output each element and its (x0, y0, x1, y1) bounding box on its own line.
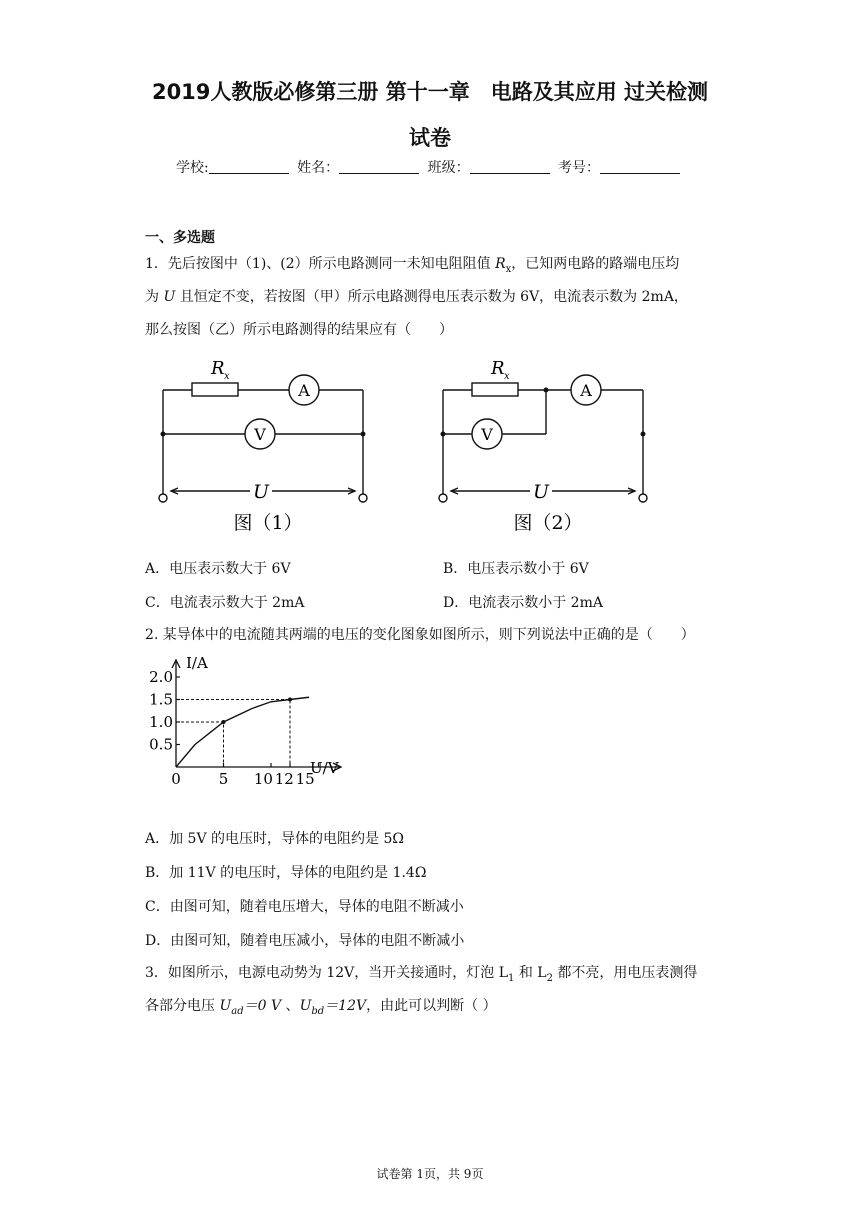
ubd-symbol: U (299, 998, 312, 1014)
rx-label-sub: x (504, 371, 510, 382)
resistor-rx (192, 383, 238, 396)
u-label: U (252, 481, 270, 503)
q1-line2 (145, 287, 720, 307)
q3-text-a: 3．如图所示，电源电动势为 12V，当开关接通时，灯泡 L (145, 965, 509, 981)
voltmeter-label: V (481, 425, 493, 444)
school-blank (209, 159, 289, 174)
q3-text-d: 各部分电压 (145, 998, 220, 1014)
u-label: U (532, 481, 550, 503)
q3-line1 (145, 963, 720, 989)
y-tick-label: 1.5 (149, 690, 173, 709)
terminal-right (639, 494, 647, 502)
exam-no-label: 考号： (558, 160, 601, 176)
y-tick-label: 1.0 (149, 713, 173, 731)
rx-symbol: R (495, 256, 506, 272)
l1-subscript: 1 (508, 972, 515, 984)
q1-text-c: 为 (145, 289, 164, 305)
y-tick-label: 0.5 (149, 735, 173, 754)
u-symbol: U (163, 289, 176, 305)
q3-text-e: ，由此可以判断（ ） (366, 998, 497, 1014)
guide-line (176, 700, 290, 768)
figure-caption: 图（1） (233, 512, 303, 534)
ubd-subscript: bd (311, 1005, 325, 1017)
q1-option-b: B．电压表示数小于 6V (443, 561, 589, 577)
ubd-value: ＝12V (324, 998, 367, 1014)
rx-label-sub: x (224, 371, 230, 382)
q3-text-b: 和 L (514, 965, 547, 981)
circuit-figure-2 (430, 352, 660, 537)
uad-symbol: U (219, 998, 232, 1014)
q2-option-d: D．由图可知，随着电压减小，导体的电阻不断减小 (145, 933, 465, 949)
ammeter-label: A (298, 381, 310, 400)
exam-no-blank (600, 159, 680, 174)
class-label: 班级： (427, 160, 470, 176)
x-tick-label: 10 (253, 770, 273, 785)
school-label: 学校: (175, 160, 209, 176)
y-axis-label: I/A (186, 654, 208, 672)
q3-separator: 、 (281, 998, 300, 1014)
q1-line3: 那么按图（乙）所示电路测得的结果应有（ ） (145, 322, 453, 338)
x-tick-label: 12 (274, 770, 294, 785)
name-label: 姓名： (297, 160, 340, 176)
uad-subscript: ad (231, 1005, 244, 1017)
figure-caption: 图（2） (513, 512, 583, 534)
l2-subscript: 2 (546, 972, 553, 984)
x-tick-label: 15 (295, 770, 315, 785)
rx-label: R (491, 358, 505, 379)
y-tick-label: 2.0 (149, 668, 173, 686)
terminal-left (439, 494, 447, 502)
q2-option-a: A．加 5V 的电压时，导体的电阻约是 5Ω (145, 831, 404, 847)
q2-option-b: B．加 11V 的电压时，导体的电阻约是 1.4Ω (145, 865, 427, 881)
student-info-line (0, 157, 860, 177)
terminal-left (159, 494, 167, 502)
ammeter-label: A (580, 381, 592, 400)
q1-text-d: 且恒定不变，若按图（甲）所示电路测得电压表示数为 6V，电流表示数为 2mA， (175, 289, 688, 305)
uad-value: ＝0 V (243, 998, 282, 1014)
q2-stem: 2. 某导体中的电流随其两端的电压的变化图象如图所示，则下列说法中正确的是（ ） (145, 627, 695, 643)
guide-line (176, 722, 224, 767)
rx-label: R (211, 358, 225, 379)
q2-option-c: C．由图可知，随着电压增大，导体的电阻不断减小 (145, 899, 464, 915)
rx-subscript: x (505, 263, 512, 275)
q1-line1 (145, 254, 720, 280)
q1-text-a: 1．先后按图中（1)、(2）所示电路测同一未知电阻阻值 (145, 256, 496, 272)
x-tick-label: 0 (171, 770, 181, 785)
x-axis-label: U/V (310, 759, 339, 777)
q3-text-c: 都不亮，用电压表测得 (552, 965, 698, 981)
class-blank (470, 159, 550, 174)
iu-graph (140, 650, 360, 785)
circuit-figure-1 (150, 352, 380, 537)
name-blank (339, 159, 419, 174)
q1-option-c: C．电流表示数大于 2mA (145, 595, 305, 611)
q1-option-d: D．电流表示数小于 2mA (443, 595, 603, 611)
resistor-rx (472, 383, 518, 396)
page-title-line2: 试卷 (409, 126, 451, 150)
section-title: 一、多选题 (145, 230, 215, 246)
page-title-line1: 2019人教版必修第三册 第十一章 电路及其应用 过关检测 (151, 80, 709, 104)
page-footer: 试卷第 1页，共 9页 (376, 1167, 484, 1181)
x-tick-label: 5 (218, 770, 229, 785)
voltmeter-label: V (254, 425, 266, 444)
q3-line2 (145, 996, 720, 1022)
q1-text-b: ，已知两电路的路端电压均 (511, 256, 680, 272)
iu-curve (176, 697, 309, 767)
terminal-right (359, 494, 367, 502)
q1-option-a: A．电压表示数大于 6V (145, 561, 291, 577)
